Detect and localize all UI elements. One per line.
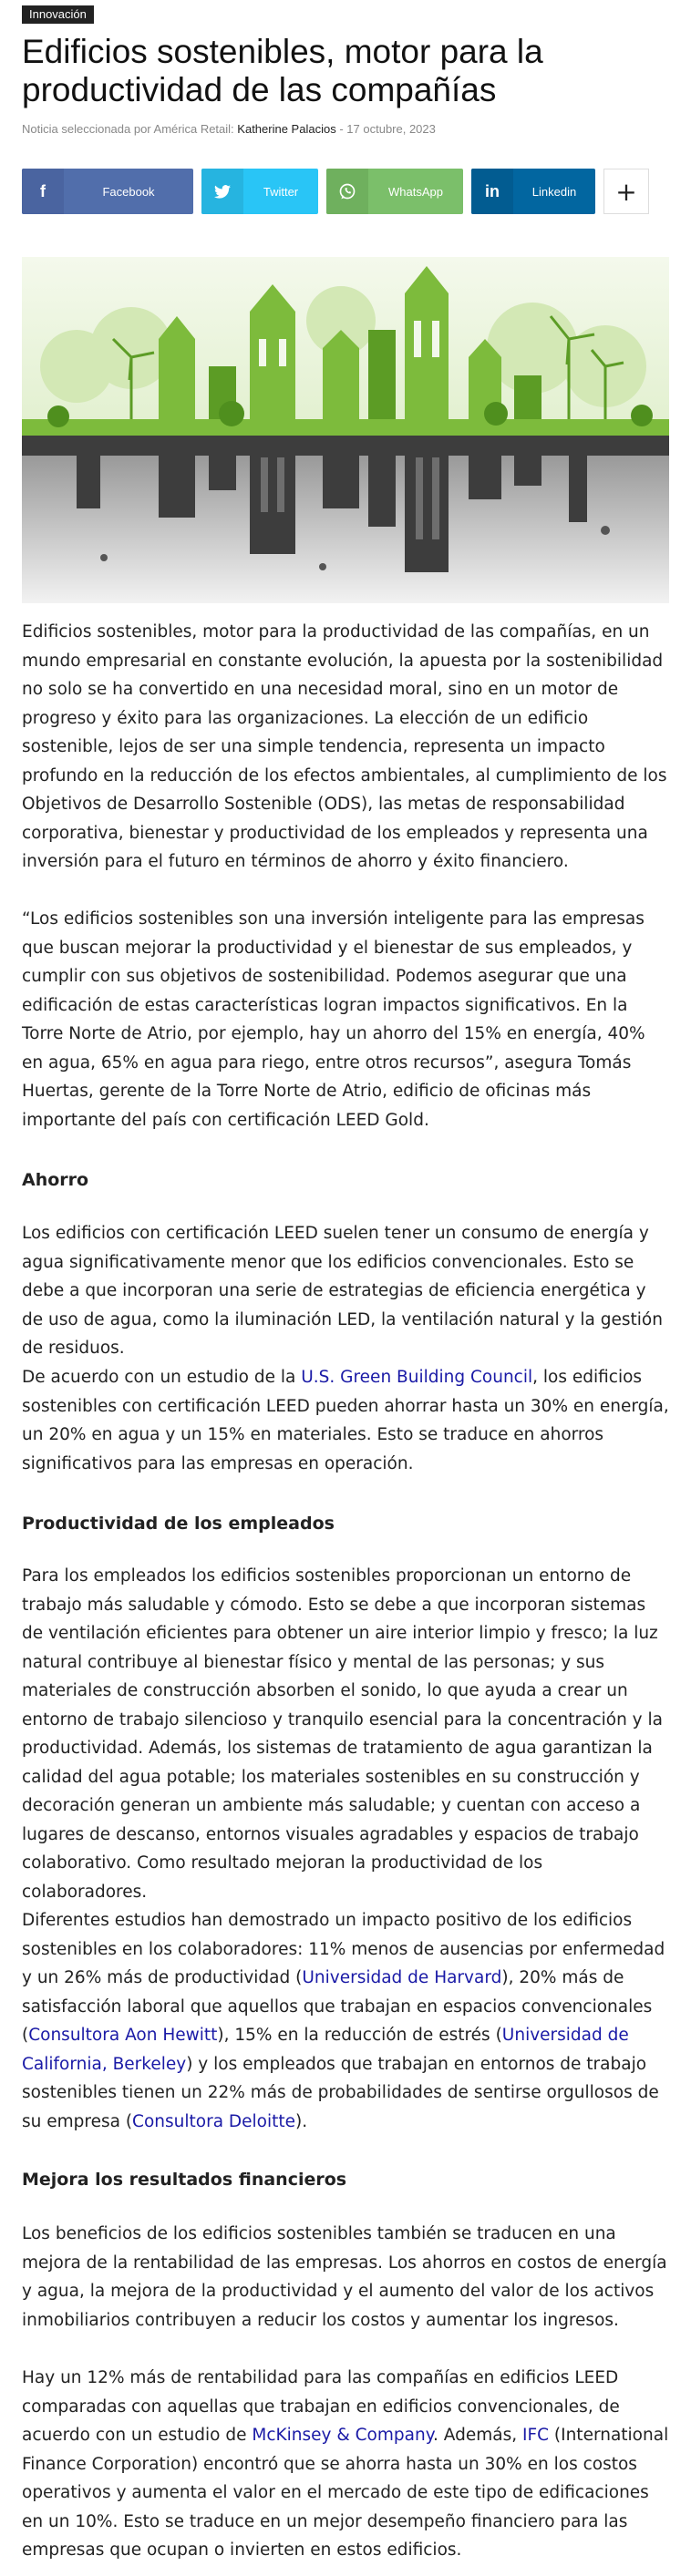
berkeley-link[interactable]: Universidad de California, Berkeley bbox=[22, 2026, 629, 2074]
usgbc-link[interactable]: U.S. Green Building Council bbox=[301, 1368, 533, 1387]
paragraph-productividad: Para los empleados los edificios sostenibles proporcionan un entorno de trabajo más saludable y cómodo. Esto se debe a que incorporan sistemas de ventilación eficientes para obtener un aire interior limpio y fresco; la luz natural contribuye al bienestar físico y mental de las personas; y sus materiales de construcción absorben el sonido, lo que ayuda a crear un entorno de trabajo silencioso y tranquilo esencial para la concentración y la productividad. Además, los sistemas de tratamiento de agua garantizan la calidad del agua potable; los materiales sostenibles en su construcción y decoración generan un ambiente más saludable; y cuentan con acceso a lugares de descanso, entornos visuales agradables y espacios de trabajo colaborativo. Como resultado mejoran la productividad de los colaboradores. bbox=[22, 1566, 663, 1902]
paragraph-intro: Edificios sostenibles, motor para la productividad de las compañías, en un mundo empresarial en constante evolución, la apuesta por la sostenibilidad no solo se ha convertido en una necesidad moral, sino en un motor de progreso y éxito para las organizaciones. La elección de un edificio sostenible, lejos de ser una simple tendencia, representa un impacto profundo en la reducción de los efectos ambientales, al cumplimiento de los Objetivos de Desarrollo Sostenible (ODS), las metas de responsabilidad corporativa, bienestar y productividad de los empleados y representa una inversión para el futuro en términos de ahorro y éxito financiero. bbox=[22, 622, 667, 871]
article-title: Edificios sostenibles, motor para la productividad de las compañías bbox=[22, 33, 543, 108]
twitter-label: Twitter bbox=[263, 184, 299, 199]
heading-productividad: Productividad de los empleados bbox=[22, 1514, 335, 1534]
deloitte-link[interactable]: Consultora Deloitte bbox=[132, 2111, 296, 2131]
aon-hewitt-link[interactable]: Consultora Aon Hewitt bbox=[28, 2026, 218, 2045]
meta-separator: - bbox=[339, 122, 344, 136]
paragraph-quote: “Los edificios sostenibles son una inversión inteligente para las empresas que buscan mejorar la productividad y el bienestar de sus empleados, y cumplir con sus objetivos de sostenibilidad. Podemos asegurar que una edificación de estas características logran impactos significativos. En la Torre Norte de Atrio, por ejemplo, hay un ahorro del 15% en energía, 40% en agua, 65% en agua para riego, entre otros recursos”, asegura Tomás Huertas, gerente de la Torre Norte de Atrio, edificio de oficinas más importante del país con certificación LEED Gold. bbox=[22, 909, 645, 1130]
twitter-icon bbox=[201, 169, 243, 214]
hero-image bbox=[22, 257, 669, 603]
meta-prefix: Noticia seleccionada por América Retail: bbox=[22, 122, 234, 136]
heading-ahorro: Ahorro bbox=[22, 1170, 89, 1190]
paragraph-ahorro: Los edificios con certificación LEED suelen tener un consumo de energía y agua significativamente menor que los edificios convencionales. Esto se debe a que incorporan una serie de estrategias de eficiencia energética y de uso de agua, como la iluminación LED, la ventilación natural y la gestión de residuos. bbox=[22, 1224, 663, 1358]
mckinsey-link[interactable]: McKinsey & Company bbox=[252, 2426, 434, 2445]
ifc-link[interactable]: IFC bbox=[522, 2426, 550, 2445]
author-link[interactable]: Katherine Palacios bbox=[237, 122, 336, 136]
article-meta bbox=[22, 122, 436, 136]
paragraph-estudios: Diferentes estudios han demostrado un impacto positivo de los edificios sostenibles en los colaboradores: 11% menos de ausencias por enfermedad y un 26% más de productividad (Universidad de Harvard), 20% más de satisfacción laboral que aquellos que trabajan en espacios convencionales (Consultora Aon Hewitt), 15% en la reducción de estrés (Universidad de California, Berkeley) y los empleados que trabajan en entornos de trabajo sostenibles tienen un 22% más de probabilidades de sentirse orgullosos de su empresa (Consultora Deloitte). bbox=[22, 1911, 665, 2131]
facebook-label: Facebook bbox=[102, 184, 155, 199]
linkedin-icon: in bbox=[471, 169, 513, 214]
facebook-icon: f bbox=[22, 169, 64, 214]
linkedin-label: Linkedin bbox=[531, 184, 577, 199]
facebook-share-button[interactable] bbox=[22, 169, 193, 214]
whatsapp-label: WhatsApp bbox=[388, 184, 443, 199]
twitter-share-button[interactable] bbox=[201, 169, 318, 214]
whatsapp-icon bbox=[326, 169, 368, 214]
linkedin-share-button[interactable] bbox=[471, 169, 595, 214]
paragraph-rentabilidad: Hay un 12% más de rentabilidad para las compañías en edificios LEED comparadas con aquellas que trabajan en edificios convencionales, de acuerdo con un estudio de McKinsey & Company. Además, IFC (International Finance Corporation) encontró que se ahorra hasta un 30% en los costos operativos y aumenta el valor en el mercado de este tipo de edificaciones en un 10%. Esto se traduce en un mejor desempeño financiero para las empresas que ocupan o invierten en estos edificios. bbox=[22, 2368, 669, 2560]
heading-financieros: Mejora los resultados financieros bbox=[22, 2170, 347, 2190]
more-share-button[interactable]: + bbox=[603, 169, 649, 214]
category-badge[interactable]: Innovación bbox=[22, 5, 94, 24]
whatsapp-share-button[interactable] bbox=[326, 169, 463, 214]
paragraph-usgbc: De acuerdo con un estudio de la U.S. Green Building Council, los edificios sostenibles con certificación LEED pueden ahorrar hasta un 30% en energía, un 20% en agua y un 15% en materiales. Esto se traduce en ahorros significativos para las empresas en operación. bbox=[22, 1368, 669, 1473]
harvard-link[interactable]: Universidad de Harvard bbox=[302, 1968, 502, 1987]
share-bar bbox=[22, 169, 649, 214]
publish-date: 17 octubre, 2023 bbox=[346, 122, 436, 136]
paragraph-financieros: Los beneficios de los edificios sostenibles también se traducen en una mejora de la rentabilidad de las empresas. Los ahorros en costos de energía y agua, la mejora de la productividad y el aumento del valor de los activos inmobiliarios contribuyen a reducir los costos y aumentar los ingresos. bbox=[22, 2224, 667, 2330]
